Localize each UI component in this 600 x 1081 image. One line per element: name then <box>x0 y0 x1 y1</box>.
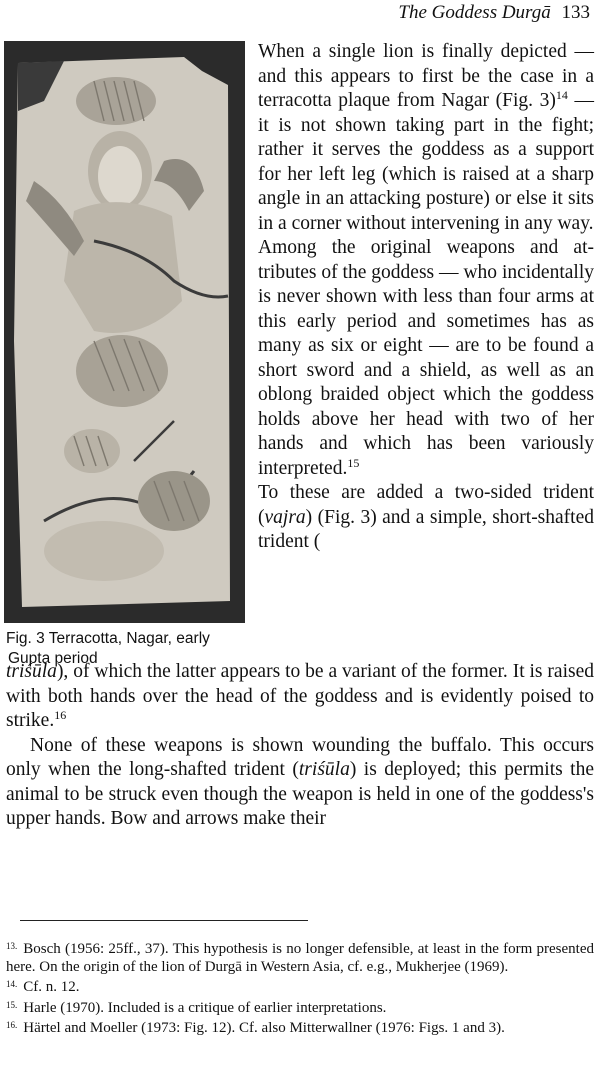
p3-text-a: To these are added a two-sided trident ( <box>258 482 594 528</box>
p3-text-b: ) (Fig. 3) and a simple, short-shafted trident ( <box>258 506 594 552</box>
p3-text-c: ), of which the latter appears to be a variant of the former. It is raised with both hands over the head of the goddess and is evidently poised to strike. <box>6 661 594 731</box>
footnote-ref-14[interactable]: 14 <box>555 88 568 102</box>
p4-text-b: ) is deployed; this permits the animal to be struck even though the weapon is held in one of the goddess's upper hands. Bow and arrows make their <box>6 759 594 829</box>
footnote-number: 15. <box>6 999 18 1010</box>
term-vajra: vajra <box>264 506 306 528</box>
caption-line-2: Gupta period <box>8 650 98 667</box>
caption-line-1: Fig. 3 Terracotta, Nagar, early <box>6 630 210 647</box>
paragraph-3-continued <box>6 660 594 734</box>
terracotta-relief-image <box>4 41 245 623</box>
p1-text-b: — it is not shown taking part in the fight; rather it serves the goddess as a support for her left leg (which is raised at a sharp angle in an attacking posture) or else it sits in a corner without intervening in any way. <box>258 90 594 234</box>
footnote-text: Harle (1970). Included is a critique of earlier interpretations. <box>23 999 387 1016</box>
right-column-text <box>258 40 594 555</box>
footnote-ref-16[interactable]: 16 <box>54 708 67 722</box>
footnote-15 <box>6 997 594 1018</box>
page-number: 133 <box>561 2 590 23</box>
footnote-16 <box>6 1017 594 1038</box>
footnote-number: 14. <box>6 979 18 989</box>
p4-text-a: None of these weapons is shown wounding the buffalo. This occurs only when the long-shafted trident ( <box>6 734 594 780</box>
full-width-text <box>6 660 594 832</box>
footnote-text: Cf. n. 12. <box>23 979 80 995</box>
footnote-13 <box>6 938 594 976</box>
running-title: The Goddess Durgā <box>398 2 551 23</box>
footnotes <box>6 938 594 1038</box>
running-header <box>398 2 590 24</box>
paragraph-2 <box>258 236 594 481</box>
footnote-number: 13. <box>6 941 18 951</box>
p2-text: Among the original weapons and attributes of the goddess — who incidentally is never shown with less than four arms at this early period and sometimes has as many as six or eight — are to be found a short sword and a shield, as well as an oblong braided object which the goddess holds above her head with two of her hands and which has been variously interpreted. <box>258 237 594 479</box>
p1-text-a: When a single lion is finally depicted — and this appears to first be the case in a terracotta plaque from Nagar (Fig. 3) <box>258 41 594 111</box>
term-trisula: triśūla <box>6 661 57 682</box>
paragraph-1 <box>258 40 594 236</box>
term-trisula-2: triśūla <box>298 759 350 780</box>
paragraph-3 <box>258 481 594 555</box>
footnote-14 <box>6 976 594 997</box>
footnote-ref-15[interactable]: 15 <box>347 455 360 470</box>
paragraph-4 <box>6 734 594 832</box>
figure-3-photo <box>4 41 245 623</box>
footnote-text: Härtel and Moeller (1973: Fig. 12). Cf. also Mitterwallner (1976: Figs. 1 and 3). <box>23 1020 505 1036</box>
footnote-number: 16. <box>6 1020 18 1030</box>
footnote-rule <box>20 920 308 921</box>
footnote-text: Bosch (1956: 25ff., 37). This hypothesis is no longer defensible, at least in the form presented here. On the origin of the lion of Durgā in Western Asia, cf. e.g., Mukherjee (1969). <box>6 941 594 975</box>
